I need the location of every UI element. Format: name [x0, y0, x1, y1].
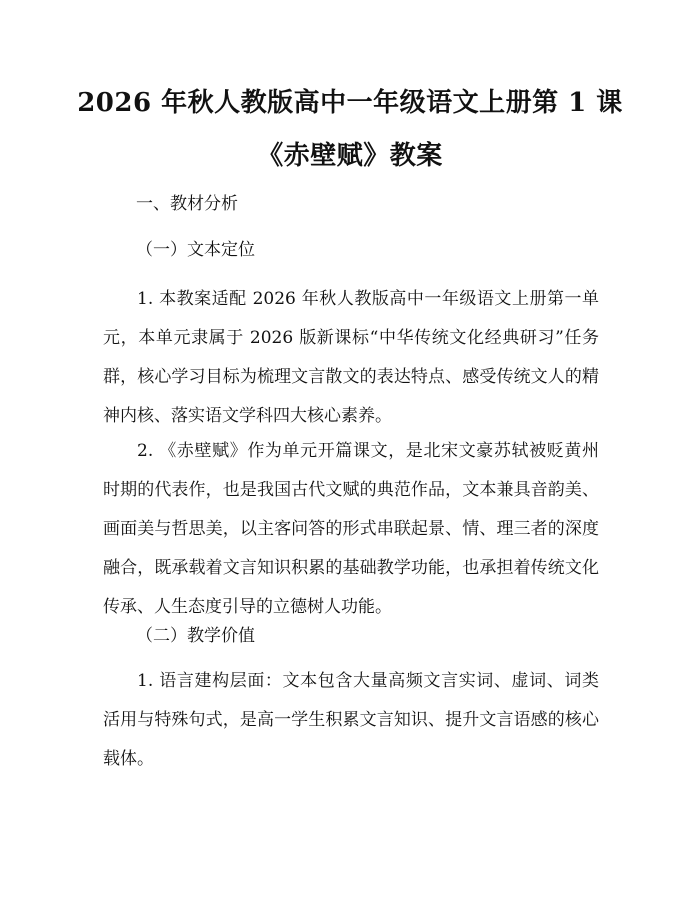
paragraph-unit-positioning: 1. 本教案适配 2026 年秋人教版高中一年级语文上册第一单元，本单元隶属于 2026 版新课标“中华传统文化经典研习”任务群，核心学习目标为梳理文言散文的表达特点、感受传统文人的精神内核、落实语文学科四大核心素养。 — [103, 289, 599, 426]
document-title-line-2: 《赤壁赋》教案 — [257, 141, 443, 171]
section-heading-textbook-analysis: 一、教材分析 — [136, 194, 238, 214]
paragraph-chibi-fu-overview: 2. 《赤壁赋》作为单元开篇课文，是北宋文豪苏轼被贬黄州时期的代表作，也是我国古代文赋的典范作品，文本兼具音韵美、画面美与哲思美，以主客问答的形式串联起景、情、理三者的深度融合，既承载着文言知识积累的基础教学功能，也承担着传统文化传承、人生态度引导的立德树人功能。 — [103, 441, 599, 617]
subsection-heading-teaching-value: （二）教学价值 — [136, 626, 255, 646]
document-title-line-1: 2026 年秋人教版高中一年级语文上册第 1 课 — [77, 88, 623, 118]
subsection-heading-text-positioning: （一）文本定位 — [136, 240, 255, 260]
paragraph-language-construction: 1. 语言建构层面：文本包含大量高频文言实词、虚词、词类活用与特殊句式，是高一学生积累文言知识、提升文言语感的核心载体。 — [103, 671, 599, 769]
